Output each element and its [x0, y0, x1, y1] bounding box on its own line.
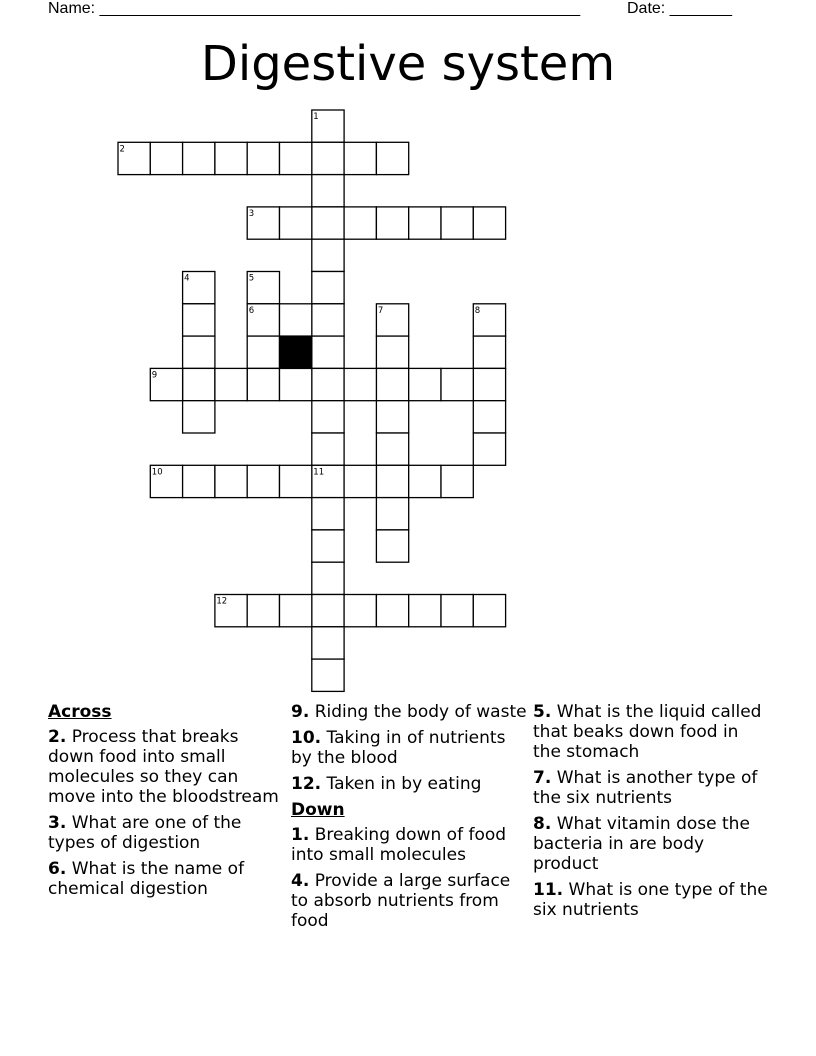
clue-column-3: [533, 702, 769, 926]
grid-cell[interactable]: [376, 498, 408, 530]
grid-cell[interactable]: [312, 110, 344, 142]
grid-cell[interactable]: [280, 368, 312, 400]
grid-cell[interactable]: [312, 595, 344, 627]
grid-cell[interactable]: [344, 142, 376, 174]
grid-cell[interactable]: [280, 142, 312, 174]
grid-cell[interactable]: [312, 368, 344, 400]
clue-down-5: [533, 702, 769, 762]
clue-number: 6.: [48, 859, 67, 879]
grid-cell[interactable]: [247, 207, 279, 239]
grid-cell[interactable]: [376, 595, 408, 627]
grid-cell[interactable]: [280, 207, 312, 239]
grid-cell[interactable]: [183, 401, 215, 433]
grid-cell[interactable]: [312, 465, 344, 497]
grid-block: [280, 336, 312, 368]
grid-cell[interactable]: [247, 142, 279, 174]
clue-number: 8.: [533, 814, 552, 834]
grid-cell[interactable]: [473, 433, 505, 465]
grid-cell[interactable]: [344, 595, 376, 627]
clue-text: What is the name of chemical digestion: [48, 859, 245, 899]
grid-cell[interactable]: [312, 433, 344, 465]
clue-text: Provide a large surface to absorb nutrients from food: [291, 871, 511, 931]
grid-cell[interactable]: [473, 207, 505, 239]
date-field[interactable]: Date: _______: [627, 0, 732, 17]
clue-text: What is another type of the six nutrients: [533, 768, 758, 808]
clue-number: 10.: [291, 728, 322, 748]
grid-cell[interactable]: [473, 336, 505, 368]
clue-text: Process that breaks down food into small molecules so they can move into the bloodstream: [48, 727, 279, 807]
grid-cell[interactable]: [280, 304, 312, 336]
grid-cell[interactable]: [376, 530, 408, 562]
grid-cell[interactable]: [473, 368, 505, 400]
grid-cell[interactable]: [247, 304, 279, 336]
clue-across-2: [48, 727, 284, 807]
header-row: [48, 0, 748, 22]
clue-text: What vitamin dose the bacteria in are body product: [533, 814, 750, 874]
grid-clue-number: 11: [313, 467, 325, 478]
grid-clue-number: 7: [377, 305, 384, 316]
grid-cell[interactable]: [312, 239, 344, 271]
grid-cell[interactable]: [183, 336, 215, 368]
clue-down-1: [291, 825, 527, 865]
grid-cell[interactable]: [215, 368, 247, 400]
clue-text: Taking in of nutrients by the blood: [291, 728, 506, 768]
grid-cell[interactable]: [441, 465, 473, 497]
clue-number: 9.: [291, 702, 310, 722]
clue-number: 1.: [291, 825, 310, 845]
down-heading: Down: [291, 800, 345, 820]
name-field[interactable]: Name: ______________________________________________________: [48, 0, 581, 17]
grid-cell[interactable]: [247, 272, 279, 304]
clue-across-6: [48, 859, 284, 899]
grid-cell[interactable]: [150, 142, 182, 174]
grid-cell[interactable]: [409, 207, 441, 239]
grid-cell[interactable]: [312, 272, 344, 304]
clue-across-12: [291, 774, 527, 794]
grid-cell[interactable]: [376, 207, 408, 239]
grid-cell[interactable]: [344, 465, 376, 497]
grid-clue-number: 2: [119, 144, 125, 155]
grid-cell[interactable]: [441, 595, 473, 627]
clue-down-11: [533, 880, 769, 920]
grid-cell[interactable]: [473, 304, 505, 336]
grid-cell[interactable]: [376, 336, 408, 368]
grid-cell[interactable]: [183, 272, 215, 304]
grid-cell[interactable]: [441, 368, 473, 400]
grid-cell[interactable]: [312, 336, 344, 368]
grid-cell[interactable]: [183, 465, 215, 497]
page-title: Digestive system: [200, 36, 616, 92]
clue-number: 4.: [291, 871, 310, 891]
grid-cell[interactable]: [247, 368, 279, 400]
grid-cell[interactable]: [376, 401, 408, 433]
grid-clue-number: 8: [474, 305, 481, 316]
clue-across-3: [48, 813, 284, 853]
grid-clue-number: 1: [313, 112, 319, 122]
grid-cell[interactable]: [376, 142, 408, 174]
clue-text: What are one of the types of digestion: [48, 813, 242, 853]
clue-down-8: [533, 814, 769, 874]
clue-across-10: [291, 728, 527, 768]
grid-cell[interactable]: [376, 465, 408, 497]
clue-text: What is one type of the six nutrients: [533, 880, 768, 920]
clue-column-1: [48, 702, 284, 905]
grid-clue-number: 4: [184, 273, 190, 284]
grid-cell[interactable]: [150, 465, 182, 497]
grid-cell[interactable]: [376, 368, 408, 400]
grid-cell[interactable]: [344, 368, 376, 400]
clue-down-4: [291, 871, 527, 931]
clue-number: 7.: [533, 768, 552, 788]
grid-clue-number: 3: [248, 208, 255, 219]
grid-cell[interactable]: [312, 207, 344, 239]
clue-number: 11.: [533, 880, 564, 900]
grid-cell[interactable]: [183, 368, 215, 400]
clue-number: 3.: [48, 813, 67, 833]
grid-cell[interactable]: [312, 530, 344, 562]
grid-clue-number: 5: [248, 273, 255, 284]
clue-column-2: [291, 702, 527, 937]
grid-cell[interactable]: [441, 207, 473, 239]
clue-text: Riding the body of waste: [314, 702, 527, 722]
grid-clue-number: 12: [216, 596, 228, 607]
grid-cell[interactable]: [376, 433, 408, 465]
grid-cell[interactable]: [409, 368, 441, 400]
grid-cell[interactable]: [183, 142, 215, 174]
grid-cell[interactable]: [247, 465, 279, 497]
grid-cell[interactable]: [247, 336, 279, 368]
grid-cell[interactable]: [473, 595, 505, 627]
grid-cell[interactable]: [215, 142, 247, 174]
grid-cell[interactable]: [312, 175, 344, 207]
grid-cell[interactable]: [312, 401, 344, 433]
grid-cell[interactable]: [409, 465, 441, 497]
grid-cell[interactable]: [312, 659, 344, 691]
grid-cell[interactable]: [215, 595, 247, 627]
grid-cell[interactable]: [183, 304, 215, 336]
grid-cell[interactable]: [312, 498, 344, 530]
grid-cell[interactable]: [312, 562, 344, 594]
grid-cell[interactable]: [409, 595, 441, 627]
across-heading: Across: [48, 702, 112, 722]
grid-clue-number: 9: [151, 370, 158, 381]
clue-down-7: [533, 768, 769, 808]
grid-cell[interactable]: [376, 304, 408, 336]
clue-across-9: [291, 702, 527, 722]
clue-number: 12.: [291, 774, 322, 794]
grid-clue-number: 6: [248, 305, 255, 316]
grid-clue-number: 10: [151, 467, 163, 478]
clue-text: What is the liquid called that beaks down food in the stomach: [533, 702, 762, 762]
clue-number: 2.: [48, 727, 67, 747]
grid-cell[interactable]: [312, 142, 344, 174]
grid-cell[interactable]: [215, 465, 247, 497]
grid-cell[interactable]: [118, 142, 150, 174]
grid-cell[interactable]: [280, 595, 312, 627]
clue-text: Breaking down of food into small molecules: [291, 825, 507, 865]
clue-number: 5.: [533, 702, 552, 722]
grid-cell[interactable]: [312, 304, 344, 336]
grid-cell[interactable]: [150, 368, 182, 400]
grid-cell[interactable]: [473, 401, 505, 433]
grid-cell[interactable]: [344, 207, 376, 239]
grid-cell[interactable]: [312, 627, 344, 659]
clue-text: Taken in by eating: [326, 774, 482, 794]
grid-cell[interactable]: [280, 465, 312, 497]
grid-cell[interactable]: [247, 595, 279, 627]
